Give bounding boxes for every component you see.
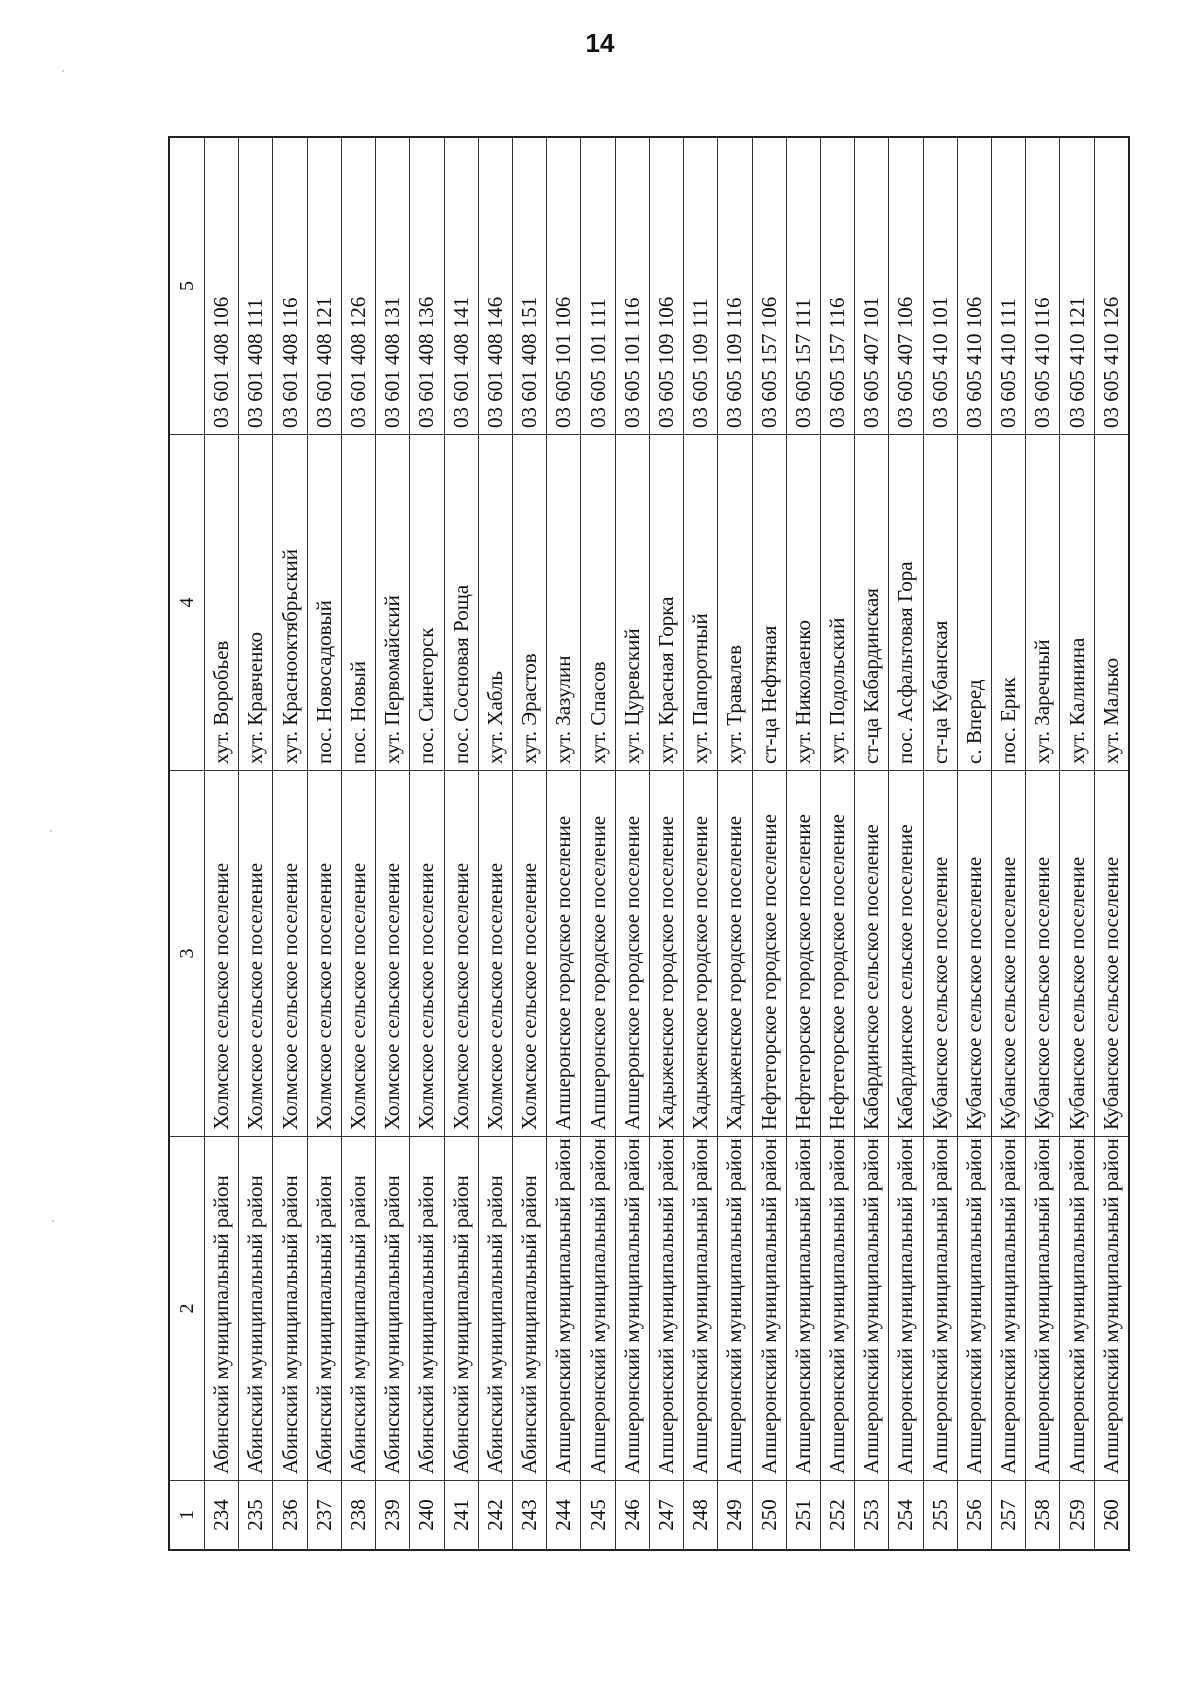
cell-settlement: Кубанское сельское поселение — [924, 771, 957, 1137]
page-number: 14 — [585, 28, 615, 58]
cell-municipal-district: Абинский муниципальный район — [513, 1137, 546, 1481]
table-header-row — [170, 138, 204, 1549]
cell-oktmo-code: 03 601 408 131 — [376, 138, 409, 435]
table-row — [991, 138, 1025, 1549]
cell-locality: хут. Эрастов — [513, 435, 546, 771]
cell-settlement: Апшеронское городское поселение — [581, 771, 614, 1137]
cell-locality: хут. Травалев — [718, 435, 751, 771]
cell-locality: хут. Николаенко — [787, 435, 820, 771]
cell-municipal-district: Апшеронский муниципальный район — [616, 1137, 649, 1481]
header-cell-col-1: 1 — [175, 1510, 198, 1520]
table-row — [820, 138, 854, 1549]
cell-locality: хут. Кравченко — [239, 435, 272, 771]
table-row — [546, 138, 580, 1549]
cell-municipal-district: Апшеронский муниципальный район — [753, 1137, 786, 1481]
cell-oktmo-code: 03 605 410 116 — [1026, 138, 1059, 435]
cell-municipal-district: Апшеронский муниципальный район — [650, 1137, 683, 1481]
cell-row-number: 251 — [790, 1499, 815, 1531]
table-row — [341, 138, 375, 1549]
cell-row-number: 248 — [688, 1499, 713, 1531]
cell-settlement: Хадыженское городское поселение — [718, 771, 751, 1137]
cell-row-number: 236 — [277, 1499, 302, 1531]
cell-oktmo-code: 03 605 410 126 — [1095, 138, 1128, 435]
cell-locality: пос. Новый — [342, 435, 375, 771]
table-row — [615, 138, 649, 1549]
table-container — [168, 136, 1130, 1551]
cell-row-number: 249 — [722, 1499, 747, 1531]
cell-locality: хут. Воробьев — [205, 435, 238, 771]
header-cell-col-4: 4 — [170, 435, 204, 771]
cell-row-number: 241 — [448, 1499, 473, 1531]
cell-row-number: 240 — [414, 1499, 439, 1531]
cell-oktmo-code: 03 605 410 121 — [1060, 138, 1093, 435]
table-row — [752, 138, 786, 1549]
table-row — [683, 138, 717, 1549]
cell-municipal-district: Абинский муниципальный район — [410, 1137, 443, 1481]
table-row — [238, 138, 272, 1549]
cell-oktmo-code: 03 605 109 106 — [650, 138, 683, 435]
cell-settlement: Холмское сельское поселение — [410, 771, 443, 1137]
scan-speck — [50, 830, 52, 832]
cell-municipal-district: Абинский муниципальный район — [342, 1137, 375, 1481]
table-row — [444, 138, 478, 1549]
cell-oktmo-code: 03 605 157 106 — [753, 138, 786, 435]
table-row — [375, 138, 409, 1549]
cell-locality: хут. Краснооктябрьский — [273, 435, 306, 771]
cell-locality: хут. Малько — [1095, 435, 1128, 771]
cell-locality: хут. Спасов — [581, 435, 614, 771]
scan-speck — [52, 1220, 54, 1222]
table-row — [478, 138, 512, 1549]
cell-settlement: Нефтегорское городское поселение — [753, 771, 786, 1137]
cell-settlement: Холмское сельское поселение — [308, 771, 341, 1137]
cell-locality: пос. Ерик — [992, 435, 1025, 771]
cell-settlement: Холмское сельское поселение — [376, 771, 409, 1137]
cell-settlement: Хадыженское городское поселение — [650, 771, 683, 1137]
cell-row-number: 257 — [996, 1499, 1021, 1531]
cell-row-number: 256 — [961, 1499, 986, 1531]
cell-settlement: Холмское сельское поселение — [273, 771, 306, 1137]
cell-locality: пос. Синегорск — [410, 435, 443, 771]
cell-row-number: 244 — [551, 1499, 576, 1531]
cell-locality: хут. Папоротный — [684, 435, 717, 771]
cell-oktmo-code: 03 605 109 116 — [718, 138, 751, 435]
cell-oktmo-code: 03 605 101 111 — [581, 138, 614, 435]
cell-row-number: 254 — [893, 1499, 918, 1531]
cell-locality: хут. Калинина — [1060, 435, 1093, 771]
cell-municipal-district: Апшеронский муниципальный район — [1026, 1137, 1059, 1481]
cell-oktmo-code: 03 601 408 141 — [445, 138, 478, 435]
cell-municipal-district: Абинский муниципальный район — [205, 1137, 238, 1481]
cell-oktmo-code: 03 601 408 151 — [513, 138, 546, 435]
cell-oktmo-code: 03 601 408 111 — [239, 138, 272, 435]
cell-settlement: Кабардинское сельское поселение — [855, 771, 888, 1137]
cell-settlement: Кабардинское сельское поселение — [889, 771, 922, 1137]
header-cell-col-2: 2 — [170, 1137, 204, 1481]
table-row — [854, 138, 888, 1549]
cell-row-number: 243 — [517, 1499, 542, 1531]
cell-settlement: Кубанское сельское поселение — [992, 771, 1025, 1137]
cell-settlement: Хадыженское городское поселение — [684, 771, 717, 1137]
cell-municipal-district: Абинский муниципальный район — [479, 1137, 512, 1481]
cell-row-number: 247 — [653, 1499, 678, 1531]
cell-settlement: Холмское сельское поселение — [513, 771, 546, 1137]
cell-oktmo-code: 03 605 410 101 — [924, 138, 957, 435]
cell-locality: хут. Зазулин — [547, 435, 580, 771]
cell-settlement: Кубанское сельское поселение — [1060, 771, 1093, 1137]
table-row — [649, 138, 683, 1549]
cell-oktmo-code: 03 601 408 136 — [410, 138, 443, 435]
cell-row-number: 258 — [1030, 1499, 1055, 1531]
cell-municipal-district: Апшеронский муниципальный район — [958, 1137, 991, 1481]
cell-municipal-district: Апшеронский муниципальный район — [684, 1137, 717, 1481]
cell-municipal-district: Абинский муниципальный район — [376, 1137, 409, 1481]
table-row — [204, 138, 238, 1549]
cell-locality: хут. Цуревский — [616, 435, 649, 771]
cell-row-number: 252 — [825, 1499, 850, 1531]
cell-municipal-district: Абинский муниципальный район — [273, 1137, 306, 1481]
cell-row-number: 238 — [345, 1499, 370, 1531]
cell-municipal-district: Апшеронский муниципальный район — [581, 1137, 614, 1481]
cell-locality: с. Вперед — [958, 435, 991, 771]
cell-municipal-district: Абинский муниципальный район — [239, 1137, 272, 1481]
table-row — [888, 138, 922, 1549]
cell-row-number: 235 — [243, 1499, 268, 1531]
cell-oktmo-code: 03 601 408 121 — [308, 138, 341, 435]
cell-locality: хут. Первомайский — [376, 435, 409, 771]
cell-settlement: Кубанское сельское поселение — [958, 771, 991, 1137]
cell-municipal-district: Апшеронский муниципальный район — [787, 1137, 820, 1481]
cell-municipal-district: Апшеронский муниципальный район — [547, 1137, 580, 1481]
cell-locality: ст-ца Кабардинская — [855, 435, 888, 771]
cell-locality: ст-ца Нефтяная — [753, 435, 786, 771]
table-row — [307, 138, 341, 1549]
cell-row-number: 234 — [209, 1499, 234, 1531]
table-row — [1025, 138, 1059, 1549]
cell-locality: пос. Новосадовый — [308, 435, 341, 771]
cell-oktmo-code: 03 605 109 111 — [684, 138, 717, 435]
cell-settlement: Апшеронское городское поселение — [547, 771, 580, 1137]
cell-oktmo-code: 03 605 101 116 — [616, 138, 649, 435]
cell-row-number: 246 — [619, 1499, 644, 1531]
header-cell-col-3: 3 — [170, 771, 204, 1137]
cell-locality: хут. Красная Горка — [650, 435, 683, 771]
table-row — [786, 138, 820, 1549]
cell-locality: хут. Хабль — [479, 435, 512, 771]
cell-settlement: Холмское сельское поселение — [479, 771, 512, 1137]
cell-municipal-district: Апшеронский муниципальный район — [718, 1137, 751, 1481]
cell-municipal-district: Абинский муниципальный район — [308, 1137, 341, 1481]
cell-row-number: 255 — [927, 1499, 952, 1531]
cell-settlement: Холмское сельское поселение — [239, 771, 272, 1137]
cell-municipal-district: Апшеронский муниципальный район — [924, 1137, 957, 1481]
cell-settlement: Кубанское сельское поселение — [1095, 771, 1128, 1137]
cell-locality: пос. Сосновая Роща — [445, 435, 478, 771]
cell-locality: пос. Асфальтовая Гора — [889, 435, 922, 771]
cell-municipal-district: Апшеронский муниципальный район — [889, 1137, 922, 1481]
cell-municipal-district: Апшеронский муниципальный район — [855, 1137, 888, 1481]
table-row — [923, 138, 957, 1549]
cell-settlement: Кубанское сельское поселение — [1026, 771, 1059, 1137]
cell-oktmo-code: 03 605 407 101 — [855, 138, 888, 435]
table-row — [409, 138, 443, 1549]
cell-municipal-district: Апшеронский муниципальный район — [992, 1137, 1025, 1481]
cell-row-number: 250 — [756, 1499, 781, 1531]
table-row — [512, 138, 546, 1549]
cell-oktmo-code: 03 605 410 111 — [992, 138, 1025, 435]
cell-row-number: 242 — [482, 1499, 507, 1531]
cell-row-number: 259 — [1064, 1499, 1089, 1531]
table-row — [1094, 138, 1128, 1549]
cell-municipal-district: Абинский муниципальный район — [445, 1137, 478, 1481]
cell-locality: хут. Подольский — [821, 435, 854, 771]
cell-oktmo-code: 03 601 408 146 — [479, 138, 512, 435]
cell-locality: ст-ца Кубанская — [924, 435, 957, 771]
cell-municipal-district: Апшеронский муниципальный район — [1095, 1137, 1128, 1481]
cell-row-number: 237 — [311, 1499, 336, 1531]
cell-oktmo-code: 03 605 407 106 — [889, 138, 922, 435]
table-row — [272, 138, 306, 1549]
cell-oktmo-code: 03 605 157 111 — [787, 138, 820, 435]
cell-settlement: Апшеронское городское поселение — [616, 771, 649, 1137]
cell-settlement: Нефтегорское городское поселение — [787, 771, 820, 1137]
scan-speck — [62, 70, 64, 72]
cell-oktmo-code: 03 605 157 116 — [821, 138, 854, 435]
cell-row-number: 239 — [380, 1499, 405, 1531]
cell-settlement: Холмское сельское поселение — [445, 771, 478, 1137]
cell-settlement: Нефтегорское городское поселение — [821, 771, 854, 1137]
cell-municipal-district: Апшеронский муниципальный район — [821, 1137, 854, 1481]
cell-row-number: 253 — [859, 1499, 884, 1531]
cell-locality: хут. Заречный — [1026, 435, 1059, 771]
table-row — [717, 138, 751, 1549]
header-cell-col-5: 5 — [170, 138, 204, 435]
cell-oktmo-code: 03 605 410 106 — [958, 138, 991, 435]
settlements-table — [168, 136, 1130, 1551]
table-row — [580, 138, 614, 1549]
cell-oktmo-code: 03 601 408 126 — [342, 138, 375, 435]
cell-oktmo-code: 03 601 408 116 — [273, 138, 306, 435]
table-row — [1059, 138, 1093, 1549]
cell-row-number: 260 — [1098, 1499, 1123, 1531]
cell-settlement: Холмское сельское поселение — [342, 771, 375, 1137]
cell-oktmo-code: 03 605 101 106 — [547, 138, 580, 435]
table-row — [957, 138, 991, 1549]
cell-oktmo-code: 03 601 408 106 — [205, 138, 238, 435]
cell-municipal-district: Апшеронский муниципальный район — [1060, 1137, 1093, 1481]
cell-row-number: 245 — [585, 1499, 610, 1531]
cell-settlement: Холмское сельское поселение — [205, 771, 238, 1137]
